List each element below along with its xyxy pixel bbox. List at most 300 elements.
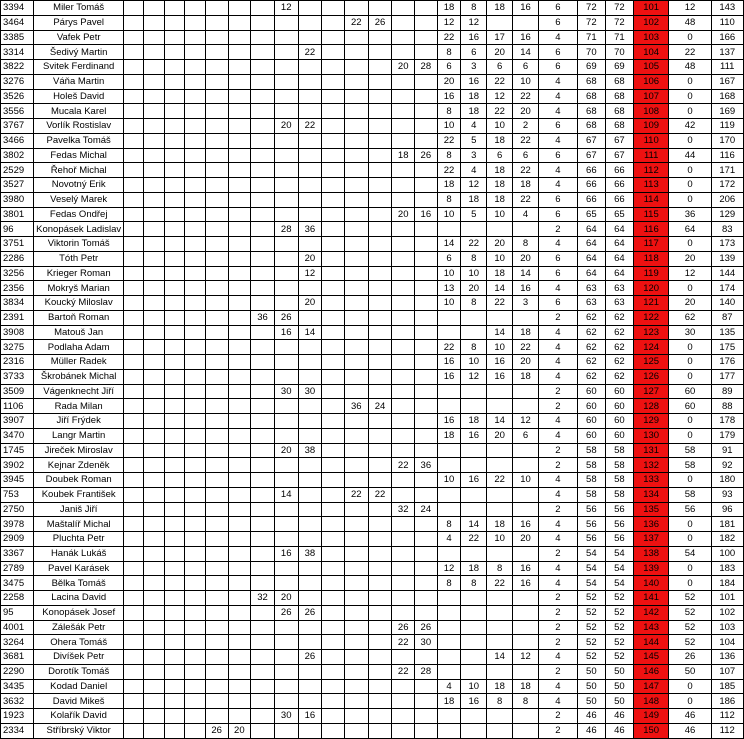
table-cell [164,251,184,266]
table-row [1,399,744,414]
table-cell [251,473,275,488]
table-row [1,296,744,311]
table-cell [298,1,322,16]
table-cell: 4 [437,532,461,547]
table-cell: 48 [669,15,711,30]
table-cell [461,546,487,561]
table-cell [513,591,539,606]
table-cell: 8 [487,694,513,709]
player-name-cell: Veselý Marek [34,192,124,207]
table-cell [228,664,251,679]
table-row [1,605,744,620]
table-cell: 16 [487,369,513,384]
table-cell: 4 [539,650,578,665]
table-cell [228,251,251,266]
table-cell [123,709,143,724]
table-cell: 52 [669,635,711,650]
table-cell [392,310,415,325]
player-name-cell: Bartoň Roman [34,310,124,325]
table-cell [392,473,415,488]
table-cell [415,237,438,252]
table-cell: 4 [513,207,539,222]
table-cell [123,473,143,488]
table-cell [185,45,205,60]
table-cell [185,251,205,266]
table-cell [513,222,539,237]
table-cell [344,723,368,738]
table-cell [392,340,415,355]
table-cell: 4 [539,281,578,296]
table-cell: 50 [577,694,605,709]
table-cell: 4 [539,414,578,429]
table-cell [415,414,438,429]
table-cell [487,723,513,738]
table-cell [392,517,415,532]
table-cell: 60 [669,399,711,414]
table-cell [322,355,345,370]
table-cell [392,532,415,547]
player-name-cell: Fedas Michal [34,148,124,163]
table-cell [415,369,438,384]
player-id-cell: 2258 [1,591,34,606]
table-cell [228,340,251,355]
table-cell [298,679,322,694]
table-cell: 60 [605,399,633,414]
table-cell: 18 [461,192,487,207]
table-cell [251,384,275,399]
rank-cell: 124 [633,340,669,355]
table-cell: 6 [539,207,578,222]
table-cell: 10 [513,74,539,89]
table-cell: 0 [669,237,711,252]
table-row [1,620,744,635]
table-cell: 166 [711,30,744,45]
table-cell: 2 [539,458,578,473]
table-cell: 8 [437,104,461,119]
table-cell [185,443,205,458]
table-cell: 72 [577,1,605,16]
table-cell: 70 [605,45,633,60]
table-cell: 10 [437,296,461,311]
player-id-cell: 3526 [1,89,34,104]
table-cell [164,237,184,252]
table-cell [228,207,251,222]
table-cell: 16 [513,576,539,591]
table-cell [437,399,461,414]
table-cell: 60 [577,384,605,399]
table-cell [298,310,322,325]
table-cell: 6 [513,428,539,443]
table-cell [228,443,251,458]
table-cell [123,443,143,458]
table-cell [144,266,164,281]
player-name-cell: Mucala Karel [34,104,124,119]
table-cell [228,532,251,547]
table-cell: 12 [669,1,711,16]
table-cell [228,15,251,30]
table-cell: 12 [298,266,322,281]
table-cell: 10 [437,473,461,488]
table-cell [228,620,251,635]
player-id-cell: 3822 [1,60,34,75]
table-cell [185,369,205,384]
table-cell [228,605,251,620]
table-cell [123,1,143,16]
table-cell [487,222,513,237]
table-cell: 68 [577,119,605,134]
table-cell: 20 [392,60,415,75]
table-cell [144,620,164,635]
table-cell [344,266,368,281]
table-cell: 0 [669,694,711,709]
table-cell [228,30,251,45]
table-row [1,694,744,709]
table-cell [144,650,164,665]
player-name-cell: Holeš David [34,89,124,104]
table-cell: 2 [539,664,578,679]
table-cell [322,694,345,709]
rank-cell: 128 [633,399,669,414]
table-cell [228,237,251,252]
table-cell: 64 [605,222,633,237]
table-cell [368,723,392,738]
table-cell [368,605,392,620]
table-cell [415,133,438,148]
table-cell [144,222,164,237]
table-cell: 178 [711,414,744,429]
table-cell [205,414,228,429]
table-cell [228,650,251,665]
table-cell [274,399,298,414]
table-cell: 68 [577,89,605,104]
table-cell [164,133,184,148]
table-cell [274,620,298,635]
rank-cell: 122 [633,310,669,325]
table-cell: 66 [577,178,605,193]
table-cell [164,546,184,561]
rank-cell: 114 [633,192,669,207]
table-cell [144,207,164,222]
table-cell: 0 [669,428,711,443]
table-row [1,384,744,399]
table-cell: 67 [605,133,633,148]
table-cell [322,340,345,355]
table-cell: 44 [669,148,711,163]
table-cell [164,635,184,650]
table-cell [392,384,415,399]
table-cell [144,310,164,325]
table-cell [205,443,228,458]
table-cell [164,502,184,517]
table-cell: 18 [392,148,415,163]
table-cell [461,487,487,502]
table-row [1,369,744,384]
table-cell [164,473,184,488]
table-cell [368,178,392,193]
table-cell: 2 [539,502,578,517]
table-cell [251,325,275,340]
rank-cell: 111 [633,148,669,163]
table-cell [164,620,184,635]
table-cell [251,251,275,266]
table-cell [144,591,164,606]
table-cell [144,428,164,443]
table-cell [205,650,228,665]
table-cell [437,620,461,635]
player-name-cell: Pavelka Tomáš [34,133,124,148]
table-cell [344,133,368,148]
player-id-cell: 3256 [1,266,34,281]
table-cell: 172 [711,178,744,193]
table-cell: 4 [461,119,487,134]
table-cell: 10 [461,266,487,281]
table-cell [274,133,298,148]
table-cell [415,340,438,355]
rank-cell: 150 [633,723,669,738]
player-name-cell: Zálešák Petr [34,620,124,635]
table-cell: 16 [513,1,539,16]
table-row [1,591,744,606]
table-cell [205,296,228,311]
table-cell [487,502,513,517]
player-id-cell: 3394 [1,1,34,16]
table-cell: 54 [605,561,633,576]
table-cell [164,605,184,620]
table-cell [164,60,184,75]
table-cell: 2 [539,605,578,620]
table-cell: 50 [605,679,633,694]
table-cell [344,296,368,311]
player-id-cell: 2909 [1,532,34,547]
player-name-cell: Vafek Petr [34,30,124,45]
rank-cell: 109 [633,119,669,134]
table-cell [437,502,461,517]
table-cell [251,355,275,370]
table-cell [144,119,164,134]
table-cell [205,310,228,325]
table-cell [144,251,164,266]
table-cell [415,428,438,443]
table-cell [123,384,143,399]
table-cell [144,148,164,163]
table-cell [228,591,251,606]
table-cell [513,15,539,30]
table-cell: 52 [577,635,605,650]
table-cell: 26 [415,148,438,163]
table-cell [228,399,251,414]
table-row [1,487,744,502]
table-cell [344,384,368,399]
table-cell: 4 [539,679,578,694]
table-row [1,325,744,340]
table-cell [344,310,368,325]
player-name-cell: David Mikeš [34,694,124,709]
table-cell [368,532,392,547]
table-cell [123,428,143,443]
table-cell: 167 [711,74,744,89]
table-cell: 16 [513,281,539,296]
table-cell: 14 [487,414,513,429]
table-cell [228,473,251,488]
table-cell [368,207,392,222]
table-cell [251,679,275,694]
table-row [1,576,744,591]
table-cell: 56 [605,517,633,532]
table-cell [123,694,143,709]
table-cell [228,104,251,119]
table-row [1,45,744,60]
player-name-cell: Jiří Frýdek [34,414,124,429]
rank-cell: 103 [633,30,669,45]
table-cell [144,709,164,724]
table-cell: 72 [605,1,633,16]
player-id-cell: 3367 [1,546,34,561]
table-cell [322,74,345,89]
table-cell: 4 [539,517,578,532]
table-cell: 10 [487,532,513,547]
player-name-cell: Škrobánek Michal [34,369,124,384]
table-cell [274,502,298,517]
table-cell [123,119,143,134]
table-cell [344,281,368,296]
table-cell [205,502,228,517]
table-cell [322,709,345,724]
table-cell [322,399,345,414]
table-cell: 0 [669,104,711,119]
table-cell [123,561,143,576]
table-cell [123,635,143,650]
table-cell [368,650,392,665]
table-row [1,532,744,547]
player-id-cell: 3556 [1,104,34,119]
table-cell: 4 [539,133,578,148]
table-cell [164,679,184,694]
table-cell [144,576,164,591]
table-cell [368,340,392,355]
rank-cell: 135 [633,502,669,517]
rank-cell: 132 [633,458,669,473]
table-cell [415,74,438,89]
table-cell [461,664,487,679]
table-cell: 67 [605,148,633,163]
table-cell [415,517,438,532]
rank-cell: 145 [633,650,669,665]
table-cell [185,266,205,281]
table-cell [123,237,143,252]
table-cell [298,473,322,488]
table-cell [392,723,415,738]
table-cell [123,325,143,340]
table-cell [322,428,345,443]
table-cell: 8 [437,192,461,207]
player-id-cell: 1745 [1,443,34,458]
table-cell [437,458,461,473]
table-cell: 22 [487,74,513,89]
rank-cell: 149 [633,709,669,724]
table-cell [368,546,392,561]
table-cell [344,325,368,340]
table-cell: 6 [461,45,487,60]
table-cell: 50 [577,679,605,694]
table-cell: 0 [669,576,711,591]
table-cell [185,192,205,207]
table-cell [251,15,275,30]
table-cell [322,310,345,325]
table-cell [415,443,438,458]
table-cell: 58 [605,473,633,488]
table-cell: 68 [605,74,633,89]
table-cell [298,517,322,532]
table-cell [123,74,143,89]
table-cell [322,237,345,252]
table-cell [415,89,438,104]
table-cell [185,502,205,517]
table-cell: 10 [437,207,461,222]
table-cell: 22 [513,133,539,148]
table-cell: 8 [461,576,487,591]
table-cell [123,281,143,296]
table-cell [251,266,275,281]
table-cell [251,369,275,384]
table-cell [487,487,513,502]
table-cell [368,694,392,709]
table-cell [487,458,513,473]
table-cell [164,178,184,193]
table-cell [392,15,415,30]
table-cell: 4 [461,163,487,178]
table-cell [322,178,345,193]
table-cell [461,325,487,340]
table-cell [322,281,345,296]
table-cell: 58 [605,443,633,458]
table-row [1,251,744,266]
table-cell [164,74,184,89]
table-cell [298,591,322,606]
table-cell: 2 [539,399,578,414]
table-cell [392,325,415,340]
table-cell [144,723,164,738]
table-cell [123,296,143,311]
table-cell [487,399,513,414]
table-cell [344,355,368,370]
table-cell: 18 [461,561,487,576]
table-row [1,709,744,724]
table-cell [251,89,275,104]
table-cell [322,650,345,665]
table-cell: 112 [711,709,744,724]
table-cell: 8 [513,694,539,709]
table-cell: 4 [539,369,578,384]
table-cell [228,1,251,16]
table-cell: 14 [513,266,539,281]
table-row [1,561,744,576]
table-cell [415,679,438,694]
table-cell: 182 [711,532,744,547]
table-cell: 63 [605,281,633,296]
table-cell [415,694,438,709]
table-cell [344,428,368,443]
table-cell [274,517,298,532]
rank-cell: 123 [633,325,669,340]
table-cell [228,266,251,281]
player-name-cell: Krieger Roman [34,266,124,281]
player-name-cell: Müller Radek [34,355,124,370]
table-cell: 22 [437,163,461,178]
table-cell [228,60,251,75]
table-cell [164,340,184,355]
table-cell [437,546,461,561]
table-cell [513,664,539,679]
